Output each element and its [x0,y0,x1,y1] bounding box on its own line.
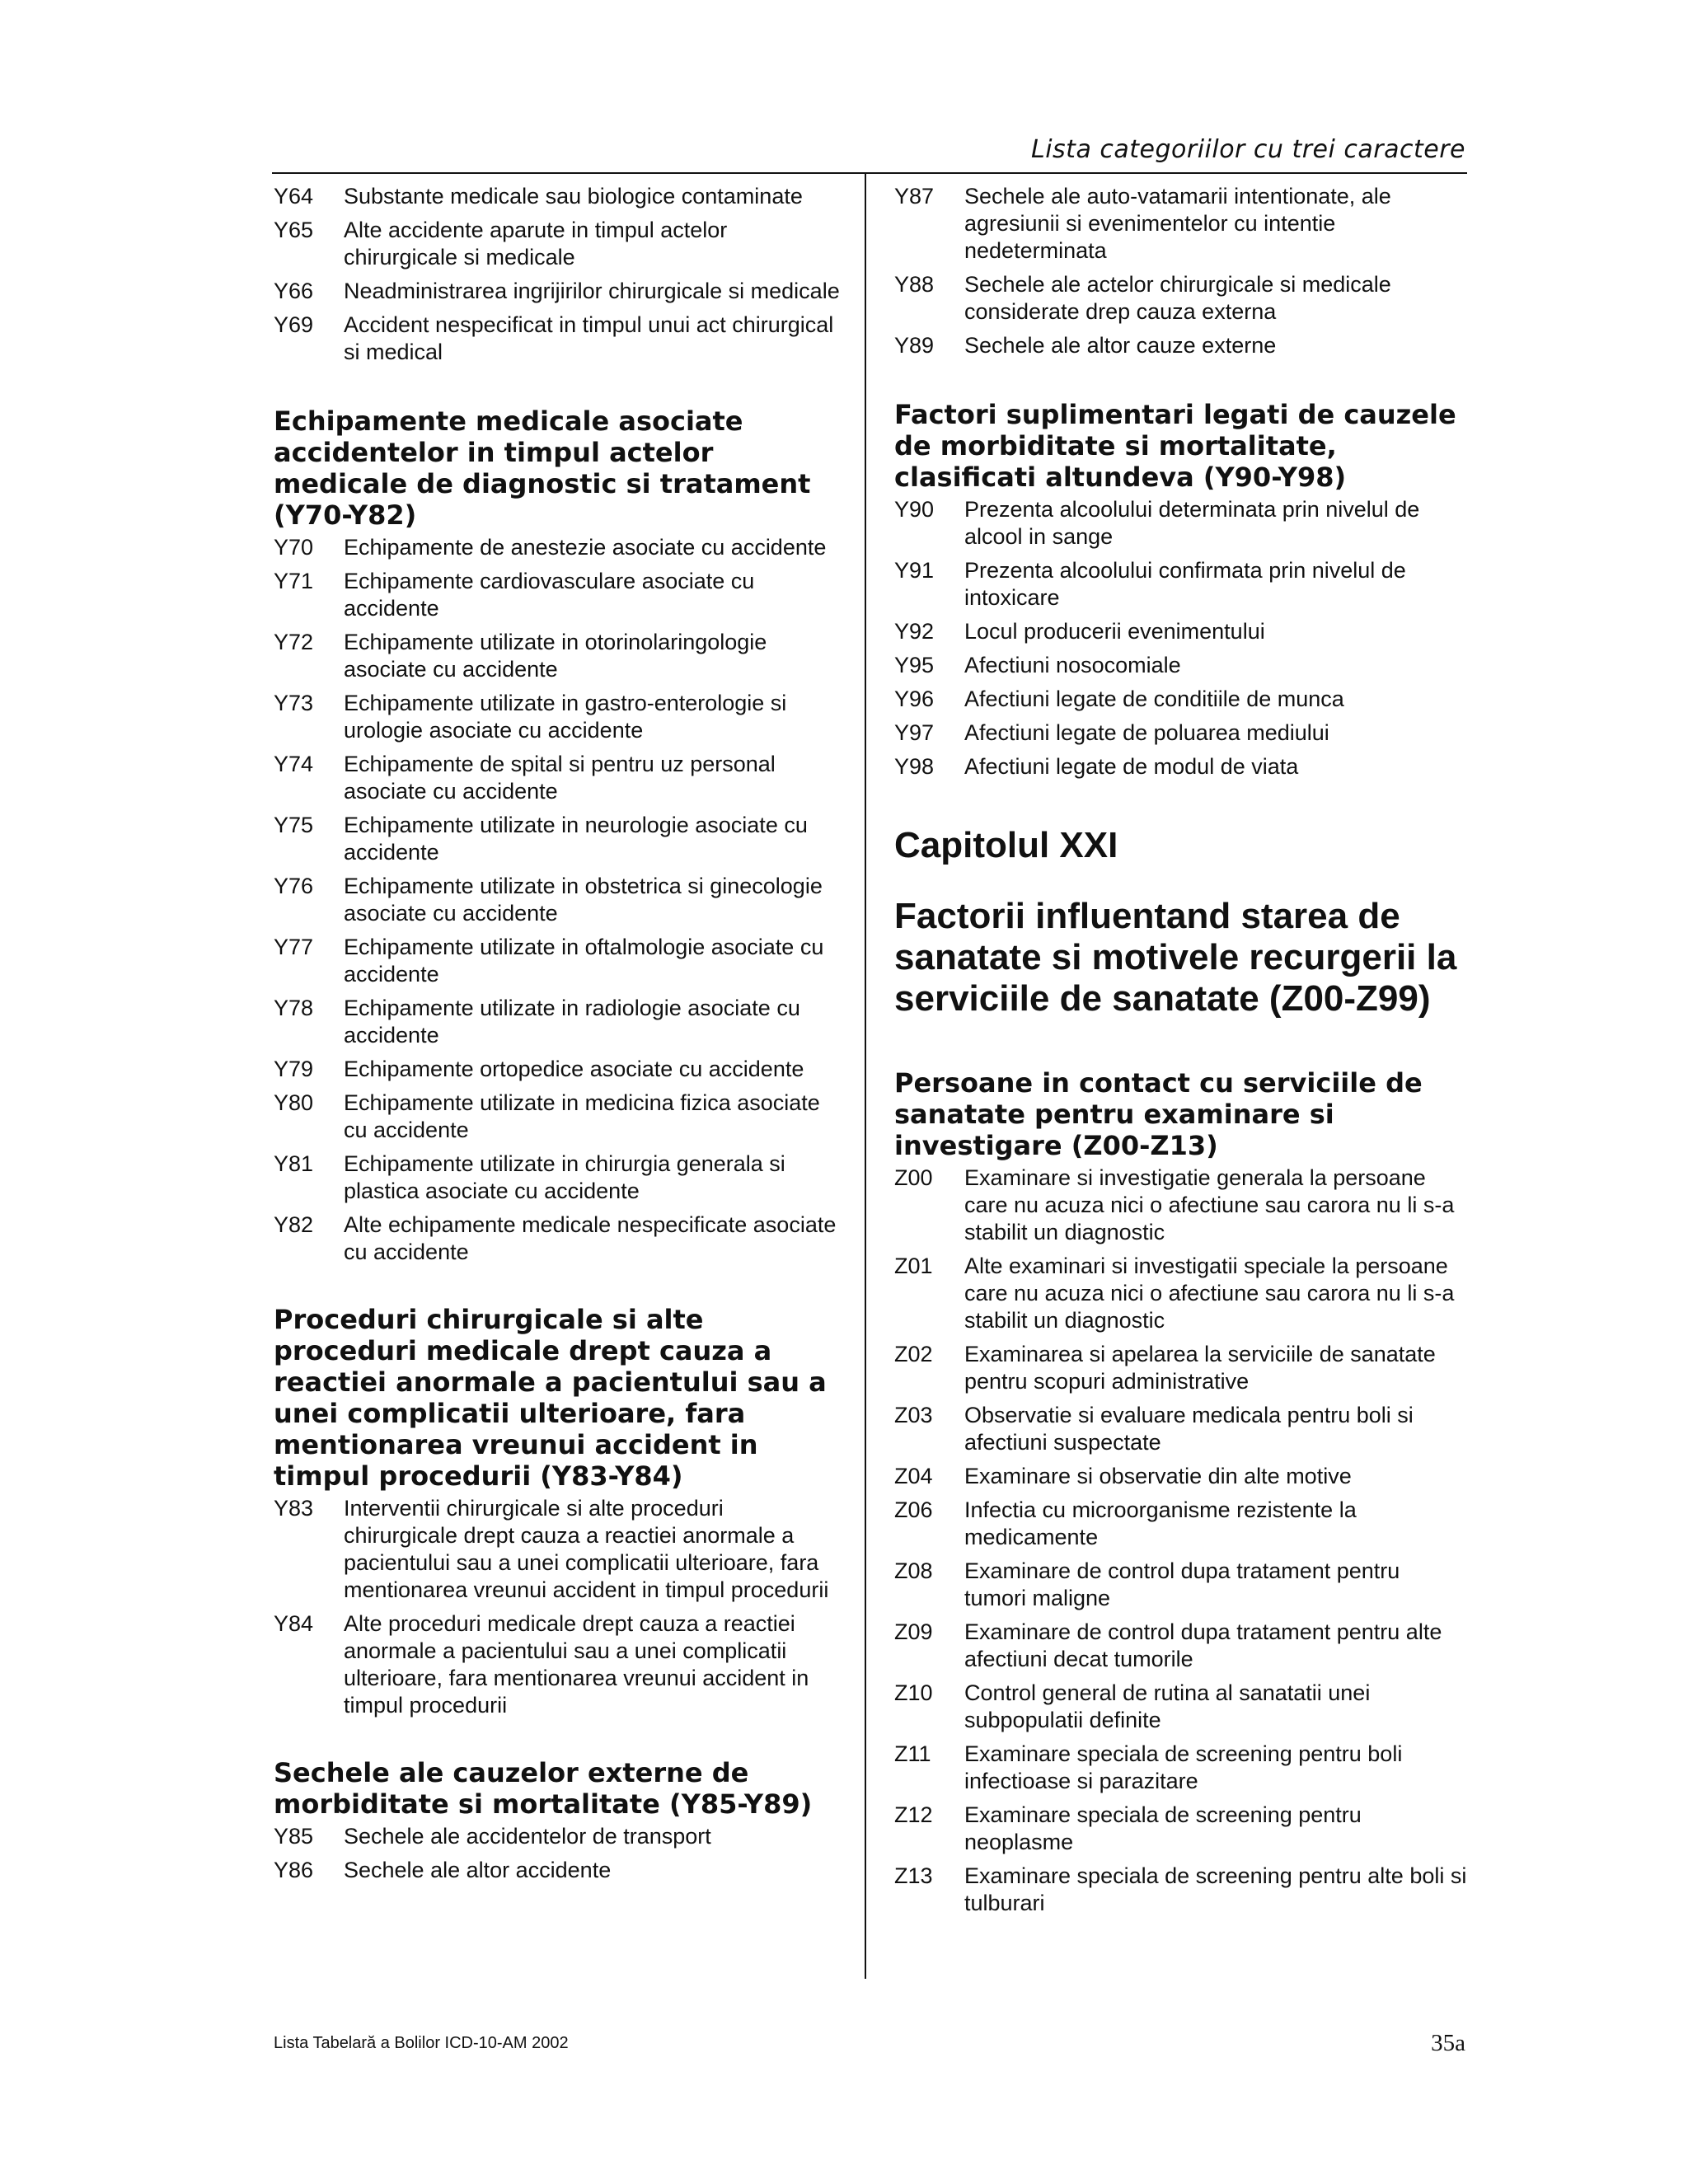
list-item [894,652,1467,679]
category-code: Y71 [274,569,314,593]
category-code: Y95 [894,653,935,677]
list-item [274,629,842,683]
list-item [894,618,1467,645]
category-code: Y98 [894,754,935,779]
category-description: Echipamente utilizate in medicina fizica asociate cu accidente [344,1090,820,1142]
category-description: Examinare speciala de screening pentru boli infectioase si parazitare [964,1741,1403,1793]
category-code: Z00 [894,1165,933,1190]
running-header: Lista categoriilor cu trei caractere [1031,135,1465,164]
category-description: Echipamente ortopedice asociate cu accidente [344,1057,804,1081]
list-item [894,1253,1467,1334]
category-description: Observatie si evaluare medicala pentru boli si afectiuni suspectate [964,1403,1414,1455]
category-code: Y81 [274,1151,314,1176]
left-column [274,183,842,1891]
category-description: Examinare si observatie din alte motive [964,1464,1352,1488]
category-description: Sechele ale altor accidente [344,1858,612,1882]
section-title: Factori suplimentari legati de cauzele de morbiditate si mortalitate, clasificati altundeva (Y90-Y98) [894,399,1456,493]
list-item [274,183,842,210]
category-code: Y78 [274,996,314,1020]
category-code: Y76 [274,874,314,898]
category-description: Sechele ale altor cauze externe [964,333,1277,358]
category-description: Examinare speciala de screening pentru neoplasme [964,1802,1362,1854]
category-code: Y77 [274,935,314,959]
category-code: Z02 [894,1342,933,1366]
category-description: Neadministrarea ingrijirilor chirurgicale si medicale [344,279,840,303]
list-item [894,332,1467,359]
category-code: Z09 [894,1619,933,1644]
category-description: Afectiuni legate de conditiile de munca [964,687,1344,711]
category-description: Echipamente utilizate in radiologie asociate cu accidente [344,996,800,1047]
section-title: Proceduri chirurgicale si alte proceduri medicale drept cauza a reactiei anormale a pacientului sau a unei complicatii ulterioare, fara mentionarea vreunui accident in timpul procedurii (Y83-Y84) [274,1304,827,1492]
category-code: Z13 [894,1863,933,1888]
category-code: Y92 [894,619,935,644]
list-item [894,1341,1467,1395]
category-code: Z10 [894,1680,933,1705]
list-item [274,812,842,866]
list-item [274,312,842,366]
category-description: Afectiuni legate de poluarea mediului [964,720,1329,745]
list-item [274,534,842,561]
category-description: Locul producerii evenimentului [964,619,1265,644]
category-description: Alte accidente aparute in timpul actelor chirurgicale si medicale [344,218,728,269]
chapter-title: Capitolul XXI [894,825,1118,865]
list-item [274,751,842,805]
category-code: Y69 [274,312,314,337]
list-item [274,1212,842,1266]
chapter-subtitle: Factorii influentand starea de sanatate si motivele recurgerii la serviciile de sanatate (Z00-Z99) [894,896,1457,1019]
category-code: Y64 [274,184,314,209]
category-code: Y87 [894,184,935,209]
entry-list [894,183,1467,359]
category-description: Alte examinari si investigatii speciale la persoane care nu acuza nici o afectiune sau carora nu li s-a stabilit un diagnostic [964,1254,1455,1333]
section-title: Echipamente medicale asociate accidentelor in timpul actelor medicale de diagnostic si tratament (Y70-Y82) [274,405,811,531]
category-code: Y90 [894,497,935,522]
list-item [894,1863,1467,1917]
footer-publication-title: Lista Tabelară a Bolilor ICD-10-AM 2002 [274,2034,569,2052]
category-code: Y91 [894,558,935,583]
category-code: Y80 [274,1090,314,1115]
entry-list [894,496,1467,780]
category-code: Y86 [274,1858,314,1882]
list-item [894,1619,1467,1673]
category-code: Z04 [894,1464,933,1488]
category-code: Y75 [274,813,314,837]
category-description: Prezenta alcoolului confirmata prin nivelul de intoxicare [964,558,1406,610]
category-description: Echipamente de anestezie asociate cu accidente [344,535,827,560]
list-item [894,1402,1467,1456]
category-code: Z06 [894,1497,933,1522]
list-item [894,183,1467,265]
category-code: Z11 [894,1741,931,1766]
list-item [894,1802,1467,1856]
section-title: Persoane in contact cu serviciile de sanatate pentru examinare si investigare (Z00-Z13) [894,1067,1423,1161]
list-item [274,1090,842,1144]
category-code: Y70 [274,535,314,560]
category-description: Echipamente utilizate in obstetrica si ginecologie asociate cu accidente [344,874,823,926]
list-item [274,873,842,927]
category-description: Prezenta alcoolului determinata prin nivelul de alcool in sange [964,497,1420,549]
category-description: Echipamente cardiovasculare asociate cu accidente [344,569,755,621]
category-description: Echipamente utilizate in neurologie asociate cu accidente [344,813,808,865]
category-code: Y83 [274,1496,314,1521]
category-description: Echipamente utilizate in chirurgia generala si plastica asociate cu accidente [344,1151,785,1203]
category-description: Sechele ale auto-vatamarii intentionate, ale agresiunii si evenimentelor cu intentie nedeterminata [964,184,1391,263]
page-number: 35a [1431,2030,1465,2056]
section-title: Sechele ale cauzelor externe de morbiditate si mortalitate (Y85-Y89) [274,1757,813,1820]
category-description: Control general de rutina al sanatatii unei subpopulatii definite [964,1680,1371,1732]
category-description: Alte echipamente medicale nespecificate asociate cu accidente [344,1212,837,1264]
entry-list [274,534,842,1266]
entry-list [274,1495,842,1719]
category-description: Sechele ale actelor chirurgicale si medicale considerate drep cauza externa [964,272,1391,324]
category-description: Echipamente utilizate in otorinolaringologie asociate cu accidente [344,630,767,682]
category-description: Infectia cu microorganisme rezistente la medicamente [964,1497,1357,1549]
category-code: Y82 [274,1212,314,1237]
category-description: Afectiuni legate de modul de viata [964,754,1299,779]
list-item [894,271,1467,326]
category-code: Y73 [274,691,314,715]
category-code: Z08 [894,1558,933,1583]
list-item [894,1463,1467,1490]
category-code: Y74 [274,752,314,776]
category-code: Y89 [894,333,935,358]
category-description: Examinarea si apelarea la serviciile de sanatate pentru scopuri administrative [964,1342,1436,1394]
list-item [894,557,1467,612]
category-code: Y88 [894,272,935,297]
category-code: Y96 [894,687,935,711]
list-item [274,1495,842,1604]
category-code: Z03 [894,1403,933,1427]
category-code: Z01 [894,1254,933,1278]
category-description: Examinare speciala de screening pentru alte boli si tulburari [964,1863,1467,1915]
category-code: Y79 [274,1057,314,1081]
list-item [274,1056,842,1083]
category-code: Y85 [274,1824,314,1849]
entry-list [274,1823,842,1884]
list-item [274,690,842,744]
category-description: Afectiuni nosocomiale [964,653,1181,677]
list-item [274,995,842,1049]
list-item [894,1558,1467,1612]
list-item [274,1151,842,1205]
list-item [894,496,1467,551]
list-item [894,1165,1467,1246]
list-item [894,1680,1467,1734]
list-item [274,1610,842,1719]
column-divider [865,174,866,1979]
category-description: Alte proceduri medicale drept cauza a reactiei anormale a pacientului sau a unei complicatii ulterioare, fara mentionarea vreunui accident in timpul procedurii [344,1611,809,1718]
category-description: Echipamente utilizate in gastro-enterologie si urologie asociate cu accidente [344,691,787,743]
list-item [274,1823,842,1850]
category-code: Y97 [894,720,935,745]
category-description: Examinare de control dupa tratament pentru alte afectiuni decat tumorile [964,1619,1442,1671]
list-item [894,1741,1467,1795]
right-column [894,183,1467,1924]
list-item [274,934,842,988]
entry-list [894,1165,1467,1917]
list-item [274,568,842,622]
category-code: Z12 [894,1802,933,1827]
list-item [274,1857,842,1884]
category-code: Y66 [274,279,314,303]
list-item [894,1497,1467,1551]
category-description: Examinare si investigatie generala la persoane care nu acuza nici o afectiune sau carora nu li s-a stabilit un diagnostic [964,1165,1455,1244]
category-description: Echipamente de spital si pentru uz personal asociate cu accidente [344,752,776,804]
category-description: Accident nespecificat in timpul unui act chirurgical si medical [344,312,834,364]
category-description: Echipamente utilizate in oftalmologie asociate cu accidente [344,935,824,987]
category-description: Sechele ale accidentelor de transport [344,1824,711,1849]
category-description: Examinare de control dupa tratament pentru tumori maligne [964,1558,1400,1610]
list-item [894,753,1467,780]
header-rule [272,172,1467,174]
list-item [274,278,842,305]
category-description: Substante medicale sau biologice contaminate [344,184,803,209]
category-code: Y84 [274,1611,314,1636]
list-item [894,719,1467,747]
entry-list [274,183,842,366]
list-item [274,217,842,271]
category-code: Y72 [274,630,314,654]
list-item [894,686,1467,713]
category-description: Interventii chirurgicale si alte proceduri chirurgicale drept cauza a reactiei anormale a pacientului sau a unei complicatii ulterioare, fara mentionarea vreunui accident in timpul procedurii [344,1496,829,1602]
category-code: Y65 [274,218,314,242]
